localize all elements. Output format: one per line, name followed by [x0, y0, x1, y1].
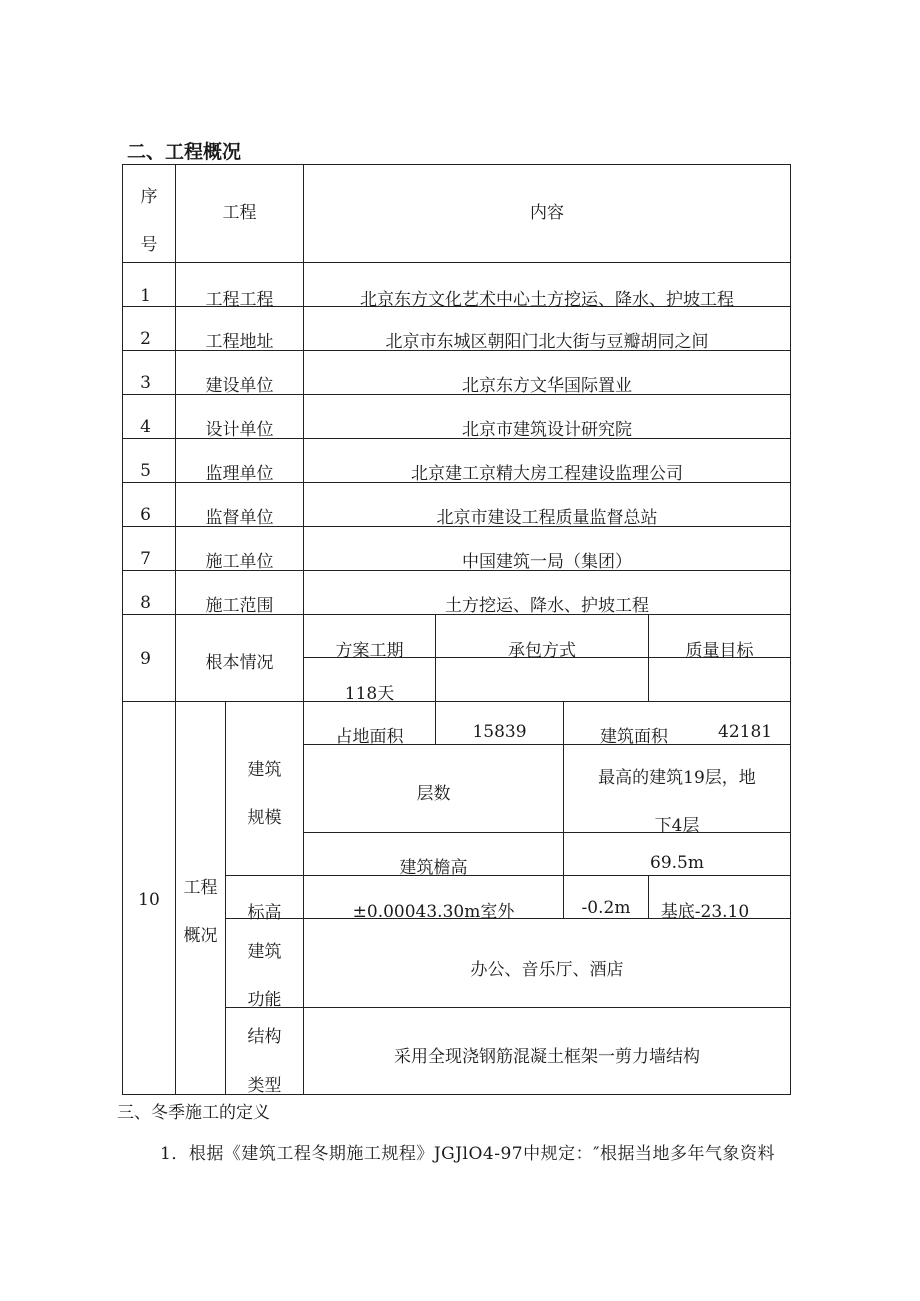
schedule-header: 方案工期 — [335, 641, 404, 661]
floors-value-line2: 下4层 — [654, 816, 700, 836]
land-area-value: 15839 — [472, 722, 527, 742]
elevation-label: 标高 — [247, 903, 282, 923]
structure-label-top: 结构 — [247, 1027, 282, 1047]
row-label: 根本情况 — [205, 653, 274, 673]
row-number: 8 — [140, 593, 151, 613]
scale-label-top: 建筑 — [247, 760, 282, 780]
contract-type-header: 承包方式 — [508, 641, 576, 661]
building-area-label: 建筑面积 — [600, 727, 668, 747]
row-value: 北京建工京精大房工程建设监理公司 — [411, 464, 683, 484]
elevation-value-3: 基底-23.10 — [660, 902, 750, 922]
function-label-bottom: 功能 — [247, 990, 282, 1010]
row-value: 中国建筑一局（集团） — [462, 552, 632, 572]
row-number: 2 — [140, 329, 151, 349]
section-3-heading: 三、冬季施工的定义 — [117, 1103, 270, 1123]
row-label: 监理单位 — [205, 464, 274, 484]
row-number: 5 — [140, 461, 151, 481]
row-label: 施工单位 — [205, 552, 274, 572]
row-value: 土方挖运、降水、护坡工程 — [445, 596, 649, 616]
eave-height-label: 建筑檐高 — [399, 858, 468, 878]
row-label: 施工范围 — [205, 596, 274, 616]
row-value: 北京市建设工程质量监督总站 — [436, 508, 658, 528]
header-seq-top: 序 — [140, 187, 158, 207]
row-value: 北京东方文华国际置业 — [462, 376, 632, 396]
row-number: 3 — [140, 373, 151, 393]
row-number: 6 — [140, 505, 151, 525]
paragraph: 1．根据《建筑工程冬期施工规程》JGJlO4-97中规定：″根据当地多年气象资料 — [160, 1144, 775, 1164]
function-label-top: 建筑 — [247, 942, 282, 962]
header-project: 工程 — [222, 203, 257, 223]
structure-value: 采用全现浇钢筋混凝土框架一剪力墙结构 — [394, 1047, 700, 1067]
schedule-value: 118天 — [344, 684, 395, 704]
row-value: 北京市建筑设计研究院 — [462, 420, 632, 440]
row-label: 设计单位 — [205, 420, 274, 440]
header-content: 内容 — [530, 203, 564, 223]
header-seq-bottom: 号 — [140, 235, 158, 255]
row-number: 7 — [140, 549, 151, 569]
row-label: 监督单位 — [205, 508, 274, 528]
row-number: 1 — [140, 286, 151, 306]
floors-label: 层数 — [416, 784, 451, 804]
quality-target-header: 质量目标 — [685, 641, 754, 661]
elevation-value-1: ±0.00043.30m室外 — [352, 902, 515, 922]
elevation-value-2: -0.2m — [581, 898, 631, 918]
land-area-label: 占地面积 — [335, 727, 404, 747]
structure-label-bottom: 类型 — [247, 1076, 282, 1096]
building-area-value: 42181 — [718, 722, 773, 742]
row-number: 10 — [138, 890, 160, 910]
row-number: 4 — [140, 417, 151, 437]
row-value: 北京市东城区朝阳门北大街与豆瓣胡同之间 — [385, 332, 709, 352]
function-value: 办公、音乐厅、酒店 — [470, 960, 624, 980]
overview-label-top: 工程 — [183, 878, 218, 898]
row-value: 北京东方文化艺术中心土方挖运、降水、护坡工程 — [360, 290, 734, 310]
overview-label-bottom: 概况 — [183, 926, 218, 946]
scale-label-bottom: 规模 — [247, 808, 282, 828]
row-number: 9 — [140, 649, 151, 669]
section-heading: 二、工程概况 — [127, 141, 242, 163]
eave-height-value: 69.5m — [650, 853, 704, 873]
row-label: 工程工程 — [205, 290, 274, 310]
row-label: 工程地址 — [205, 332, 274, 352]
floors-value-line1: 最高的建筑19层，地 — [598, 768, 756, 788]
row-label: 建设单位 — [205, 376, 274, 396]
